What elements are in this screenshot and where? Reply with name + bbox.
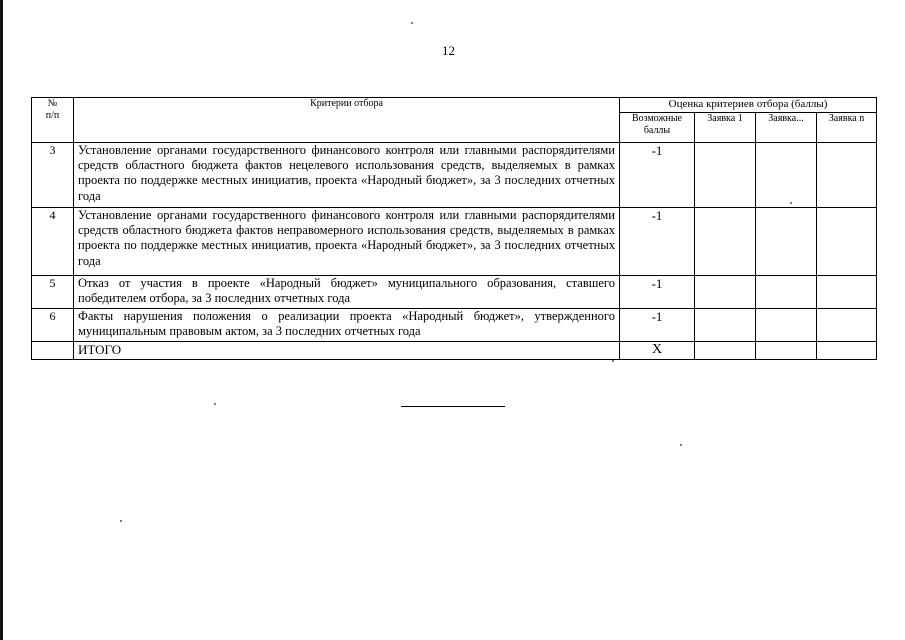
scan-speck (411, 22, 413, 24)
table-row (32, 309, 877, 342)
header-application-dots: Заявка... (756, 113, 817, 143)
scan-edge-bar (0, 0, 3, 640)
row-possible-points: -1 (620, 309, 695, 342)
header-application-n: Заявка n (817, 113, 877, 143)
row-criterion: Установление органами государственного финансового контроля или главными распорядителями средств областного бюджета фактов нецелевого использования средств, выделяемых в рамках проекта по поддержке местных инициатив, проекта «Народный бюджет», за 3 последних отчетных года (74, 143, 620, 208)
table-total-row (32, 342, 877, 360)
total-possible-points: Х (620, 342, 695, 360)
header-possible-line2: баллы (643, 125, 671, 137)
header-number (32, 98, 74, 143)
header-possible-line1: Возможные (632, 113, 682, 125)
table-row (32, 208, 877, 276)
total-application-n-cell (817, 342, 877, 360)
row-possible-points: -1 (620, 143, 695, 208)
row-application-dots-cell (756, 276, 817, 309)
row-application-1-cell (695, 276, 756, 309)
closing-rule-line (401, 406, 505, 407)
header-number-line1: № (47, 98, 58, 109)
row-application-n-cell (817, 208, 877, 276)
table-header-row (32, 98, 877, 113)
row-criterion: Факты нарушения положения о реализации проекта «Народный бюджет», утвержденного муниципальным правовым актом, за 3 последних отчетных года (74, 309, 620, 342)
row-possible-points: -1 (620, 208, 695, 276)
table-row (32, 276, 877, 309)
table-row (32, 143, 877, 208)
row-application-n-cell (817, 143, 877, 208)
total-number-cell (32, 342, 74, 360)
scan-speck (612, 360, 614, 362)
page-number: 12 (442, 43, 455, 58)
row-application-n-cell (817, 276, 877, 309)
header-number-line2: п/п (45, 110, 60, 121)
row-criterion: Установление органами государственного финансового контроля или главными распорядителями средств областного бюджета фактов неправомерного использования средств, выделяемых в рамках проекта по поддержке местных инициатив, проекта «Народный бюджет», за 3 последних отчетных года (74, 208, 620, 276)
row-possible-points: -1 (620, 276, 695, 309)
row-application-1-cell (695, 143, 756, 208)
header-score-group: Оценка критериев отбора (баллы) (620, 98, 877, 113)
total-application-dots-cell (756, 342, 817, 360)
row-criterion: Отказ от участия в проекте «Народный бюджет» муниципального образования, ставшего победителем отбора, за 3 последних отчетных года (74, 276, 620, 309)
scan-speck (120, 520, 122, 522)
scan-speck (214, 403, 216, 405)
row-number: 5 (32, 276, 74, 309)
header-criteria: Критерии отбора (74, 98, 620, 143)
scan-speck (790, 202, 792, 204)
row-number: 4 (32, 208, 74, 276)
scan-speck (680, 444, 682, 446)
row-application-dots-cell (756, 309, 817, 342)
row-number: 6 (32, 309, 74, 342)
row-application-dots-cell (756, 143, 817, 208)
row-application-1-cell (695, 309, 756, 342)
header-application-1: Заявка 1 (695, 113, 756, 143)
row-application-1-cell (695, 208, 756, 276)
total-label: ИТОГО (74, 342, 620, 360)
row-application-n-cell (817, 309, 877, 342)
row-number: 3 (32, 143, 74, 208)
header-possible-points (620, 113, 695, 143)
row-application-dots-cell (756, 208, 817, 276)
total-application-1-cell (695, 342, 756, 360)
criteria-table (31, 97, 877, 360)
